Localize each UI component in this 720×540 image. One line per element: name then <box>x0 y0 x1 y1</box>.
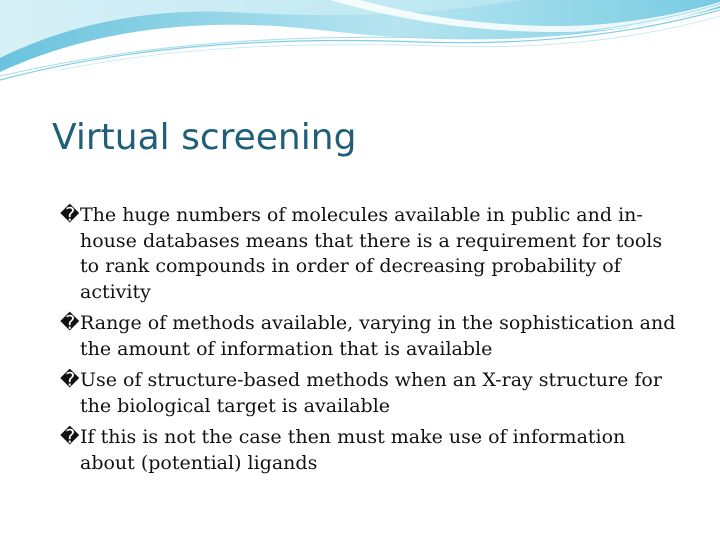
bullet-marker-icon: � <box>60 312 80 334</box>
bullet-marker-icon: � <box>60 204 80 226</box>
bullet-text: Use of structure-based methods when an X-ray structure for the biological target is available <box>80 369 662 417</box>
slide-title: Virtual screening <box>52 117 357 158</box>
bullet-item <box>60 425 680 476</box>
bullet-marker-icon: � <box>60 369 80 391</box>
bullet-item <box>60 368 680 419</box>
wave-decoration <box>0 0 720 100</box>
bullet-item <box>60 203 680 305</box>
bullet-item <box>60 311 680 362</box>
bullet-text: If this is not the case then must make use of information about (potential) ligands <box>80 426 626 474</box>
bullet-text: The huge numbers of molecules available in public and in-house databases means that there is a requirement for tools to rank compounds in order of decreasing probability of activity <box>80 204 663 303</box>
bullet-list <box>60 203 680 482</box>
bullet-marker-icon: � <box>60 426 80 448</box>
bullet-text: Range of methods available, varying in the sophistication and the amount of information that is available <box>80 312 676 360</box>
